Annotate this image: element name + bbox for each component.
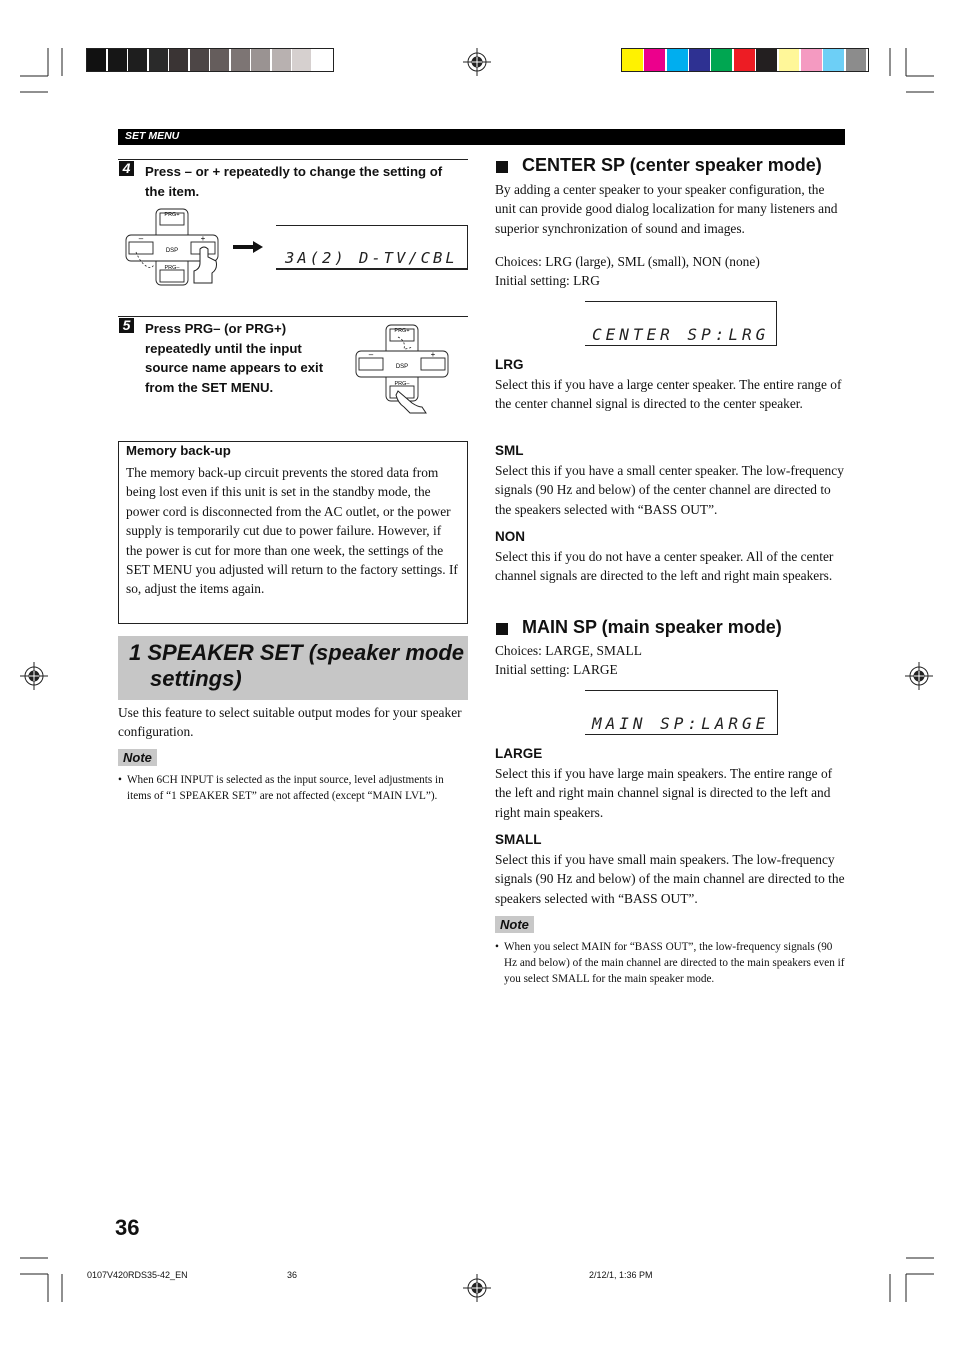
prg-minus-label: PRG–	[164, 265, 180, 271]
footer-timestamp: 2/12/1, 1:36 PM	[589, 1270, 653, 1280]
speaker-set-title-band	[118, 636, 468, 700]
step-4-display-rule	[276, 268, 468, 269]
step-5-number: 5	[119, 318, 134, 333]
arrow-right-icon	[233, 240, 263, 254]
main-sp-note-text: When you select MAIN for “BASS OUT”, the low-frequency signals (90 Hz and below) of the main channel are directed to the main speakers even if you select SMALL for the main speaker mode.	[504, 941, 845, 985]
gray-swatch	[251, 49, 270, 71]
step-5-instruction: Press PRG– (or PRG+) repeatedly until the input source name appears to exit from the SET MENU.	[145, 321, 324, 395]
step-4-lcd-display: 3A(2) D-TV/CBL	[285, 249, 458, 267]
center-option-lrg-text: Select this if you have a large center speaker. The entire range of the center channel signal is directed to the center speaker.	[495, 377, 842, 412]
memory-backup-title: Memory back-up	[126, 443, 231, 458]
footer-page: 36	[287, 1270, 298, 1280]
color-swatch	[801, 49, 822, 71]
speaker-set-note-text: When 6CH INPUT is selected as the input source, level adjustments in items of “1 SPEAKER SET” are not affected (except “MAIN LVL”).	[127, 774, 444, 802]
dsp-label: DSP	[165, 248, 179, 254]
color-swatch	[622, 49, 643, 71]
center-option-non-text: Select this if you do not have a center speaker. All of the center channel signals are directed to the left and right main speakers.	[495, 549, 834, 584]
center-sp-initial: Initial setting: LRG	[495, 273, 600, 288]
section-header-bar	[118, 129, 845, 145]
bullet: •	[495, 941, 499, 953]
footer-file-name: 0107V420RDS35-42_EN	[87, 1270, 188, 1280]
step-5-rule	[118, 316, 468, 317]
prg-plus-label: PRG+	[164, 212, 180, 218]
color-swatch	[711, 49, 732, 71]
center-sp-intro: By adding a center speaker to your speaker configuration, the unit can provide good dialog localization for many listeners and superior synchronization of sound and images.	[495, 182, 838, 236]
svg-text:PRG–: PRG–	[394, 381, 410, 387]
main-option-large-text: Select this if you have large main speakers. The entire range of the left and right main channel signal is directed to the left and right main speakers.	[495, 766, 833, 820]
main-sp-choices: Choices: LARGE, SMALL	[495, 643, 642, 658]
main-option-small-text: Select this if you have small main speakers. The low-frequency signals (90 Hz and below) of the main channel are directed to the speakers selected with “BASS OUT”.	[495, 852, 845, 906]
gray-swatch	[87, 49, 106, 71]
speaker-set-intro: Use this feature to select suitable output modes for your speaker configuration.	[118, 705, 462, 740]
color-swatch	[779, 49, 800, 71]
remote-control-diagram-step5	[352, 323, 452, 415]
center-option-sml-label: SML	[495, 443, 524, 458]
section-label: SET MENU	[125, 130, 180, 142]
svg-text:PRG+: PRG+	[394, 328, 410, 334]
svg-text:DSP: DSP	[395, 364, 409, 370]
main-sp-heading: MAIN SP (main speaker mode)	[522, 617, 782, 637]
center-sp-choices: Choices: LRG (large), SML (small), NON (none)	[495, 254, 760, 269]
note-badge: Note	[118, 749, 157, 766]
step-4-number: 4	[119, 161, 134, 176]
color-swatch	[689, 49, 710, 71]
plus-label: +	[200, 234, 206, 243]
color-swatch	[823, 49, 844, 71]
svg-text:–: –	[368, 350, 374, 359]
color-swatch	[846, 49, 867, 71]
main-sp-initial: Initial setting: LARGE	[495, 662, 618, 677]
square-bullet-icon	[496, 161, 508, 173]
page-number: 36	[115, 1215, 140, 1240]
svg-text:+: +	[430, 350, 436, 359]
gray-swatch	[313, 49, 332, 71]
speaker-set-title-line2: settings)	[150, 666, 242, 691]
center-option-lrg-label: LRG	[495, 357, 524, 372]
step-4-rule	[118, 159, 468, 160]
gray-swatch	[272, 49, 291, 71]
main-sp-lcd-display: MAIN SP:LARGE	[592, 714, 770, 733]
grayscale-color-bar	[86, 48, 334, 72]
color-swatch	[756, 49, 777, 71]
gray-swatch	[210, 49, 229, 71]
center-sp-lcd-display: CENTER SP:LRG	[592, 325, 770, 344]
center-option-non-label: NON	[495, 529, 525, 544]
square-bullet-icon	[496, 623, 508, 635]
main-option-small-label: SMALL	[495, 832, 542, 847]
color-registration-bar	[621, 48, 869, 72]
gray-swatch	[169, 49, 188, 71]
gray-swatch	[128, 49, 147, 71]
note-badge: Note	[495, 916, 534, 933]
step-4-instruction: Press – or + repeatedly to change the setting of the item.	[145, 164, 443, 199]
memory-backup-text: The memory back-up circuit prevents the stored data from being lost even if this unit is set in the standby mode, the power cord is disconnected from the AC outlet, or the power supply is temporarily cut due to power failure. However, if the power is cut for more than one week, the settings of the SET MENU you adjusted will return to the factory settings. If so, adjust the items again.	[126, 465, 458, 597]
speaker-set-title-line1: 1 SPEAKER SET (speaker mode	[129, 640, 465, 665]
remote-control-diagram	[122, 207, 222, 289]
center-option-sml-text: Select this if you have a small center speaker. The low-frequency signals (90 Hz and below) of the center channel are directed to the speakers selected with “BASS OUT”.	[495, 463, 844, 517]
minus-label: –	[138, 234, 144, 243]
main-option-large-label: LARGE	[495, 746, 543, 761]
color-swatch	[667, 49, 688, 71]
center-sp-heading: CENTER SP (center speaker mode)	[522, 155, 822, 175]
gray-swatch	[231, 49, 250, 71]
gray-swatch	[149, 49, 168, 71]
memory-backup-box	[118, 441, 468, 624]
color-swatch	[644, 49, 665, 71]
gray-swatch	[108, 49, 127, 71]
gray-swatch	[190, 49, 209, 71]
bullet: •	[118, 774, 122, 786]
color-swatch	[734, 49, 755, 71]
gray-swatch	[292, 49, 311, 71]
